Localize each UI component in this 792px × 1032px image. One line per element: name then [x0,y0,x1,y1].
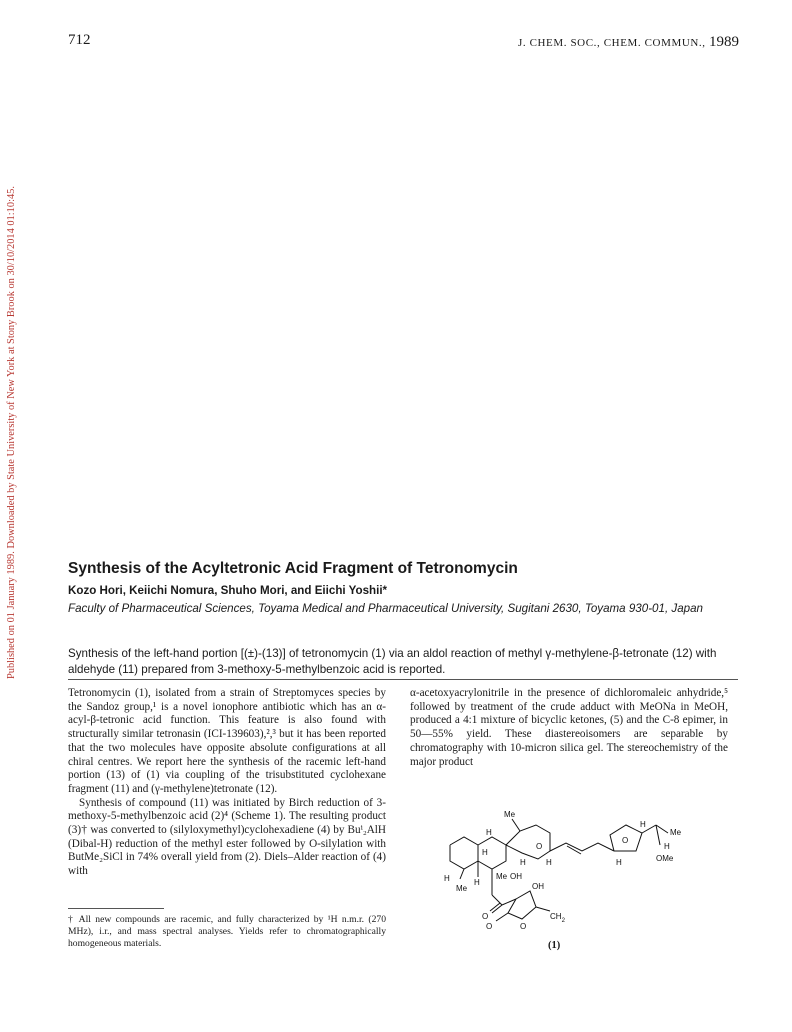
tetronomycin-structure [440,795,700,935]
article-authors: Kozo Hori, Keiichi Nomura, Shuho Mori, and Eiichi Yoshii* [68,584,388,597]
article-title: Synthesis of the Acyltetronic Acid Fragment of Tetronomycin [68,560,518,577]
article-abstract: Synthesis of the left-hand portion [(±)-(13)] of tetronomycin (1) via an aldol reaction of methyl γ-methylene-β-tetronate (12) with aldehyde (11) prepared from 3-methoxy-5-methylbenzoic acid is reported. [68,647,717,676]
atom-ome: OMe [656,854,674,863]
atom-h-left: H [444,874,450,883]
body-column-right [410,687,728,769]
journal-header [518,34,739,51]
atom-oh-mid: OH [510,872,522,881]
atom-h2: H [546,858,552,867]
journal-year: 1989 [708,34,739,50]
download-watermark [5,133,18,679]
structure-bonds [450,819,668,921]
atom-o-lactone-ring: O [520,922,527,931]
structure-label: (1) [548,940,561,951]
atom-o-thf: O [622,836,629,845]
atom-o-lactone-co: O [486,922,493,931]
download-watermark-text[interactable]: Published on 01 January 1989. Downloaded by State University of New York at Stony Brook on 30/10/2014 01:10:45. [6,186,17,679]
body-paragraph: Synthesis of compound (11) was initiated by Birch reduction of 3-methoxy-5-methylbenzoic acid (2)⁴ (Scheme 1). The resulting product (3)† was converted to (silyloxymethyl)cyclohexadiene (4) by Buⁱ₂AlH (Dibal-H) reduction of the methyl ester followed by O-silylation with ButMe₂SiCl in 74% overall yield from (2). Diels–Alder reaction of (4) with [68,796,386,878]
atom-me-oh: Me [496,872,508,881]
atom-h-ring-top: H [486,828,492,837]
atom-o-pyran: O [536,842,543,851]
body-paragraph: Tetronomycin (1), isolated from a strain of Streptomyces species by the Sandoz group,¹ is a novel ionophore antibiotic which has an α-acyl-β-tetronic acid function. This feature is also found with structurally similar tetronasin (ICI-139603),²,³ but it has been reported that the two molecules have opposite absolute configurations at all chiral centres. We report here the synthesis of the racemic left-hand portion (13) of (1) via coupling of the trisubstituted cyclohexane fragment (11) and (γ-methylene)tetronate (12). [68,687,386,795]
body-paragraph: α-acetoxyacrylonitrile in the presence of dichloromaleic anhydride,⁵ followed by treatment of the crude adduct with MeONa in MeOH, produced a 4:1 mixture of bicyclic ketones, (5) and the C-8 epimer, in 50—55% yield. These diastereoisomers are separable by chromatography with 10-micron silica gel. The stereochemistry of the major product [410,687,728,768]
abstract-divider [68,679,738,680]
body-column-left [68,687,386,879]
atom-h-right: H [664,842,670,851]
journal-name: J. CHEM. SOC., CHEM. COMMUN., [518,37,706,49]
atom-me-right: Me [670,828,682,837]
atom-h-thf: H [640,820,646,829]
article-affiliation: Faculty of Pharmaceutical Sciences, Toyama Medical and Pharmaceutical University, Sugitani 2630, Toyama 930-01, Japan [68,602,703,615]
atom-o-carbonyl: O [482,912,489,921]
atom-ch2 [550,912,566,924]
atom-h-bottom: H [474,878,480,887]
atom-h3: H [616,858,622,867]
atom-h-mid: H [482,848,488,857]
footnote [68,914,386,949]
atom-me-bottom: Me [456,884,468,893]
atom-ch2-subscript: 2 [561,918,565,924]
atom-h1: H [520,858,526,867]
footnote-text: † All new compounds are racemic, and fully characterized by ¹H n.m.r. (270 MHz), i.r., and mass spectral analyses. Yields refer to chromatographically homogeneous materials. [68,914,386,949]
atom-me-top: Me [504,810,516,819]
atom-oh-enol: OH [532,882,544,891]
footnote-divider [68,908,164,909]
page-number: 712 [68,32,91,48]
atom-ch2-main: CH [550,912,562,921]
